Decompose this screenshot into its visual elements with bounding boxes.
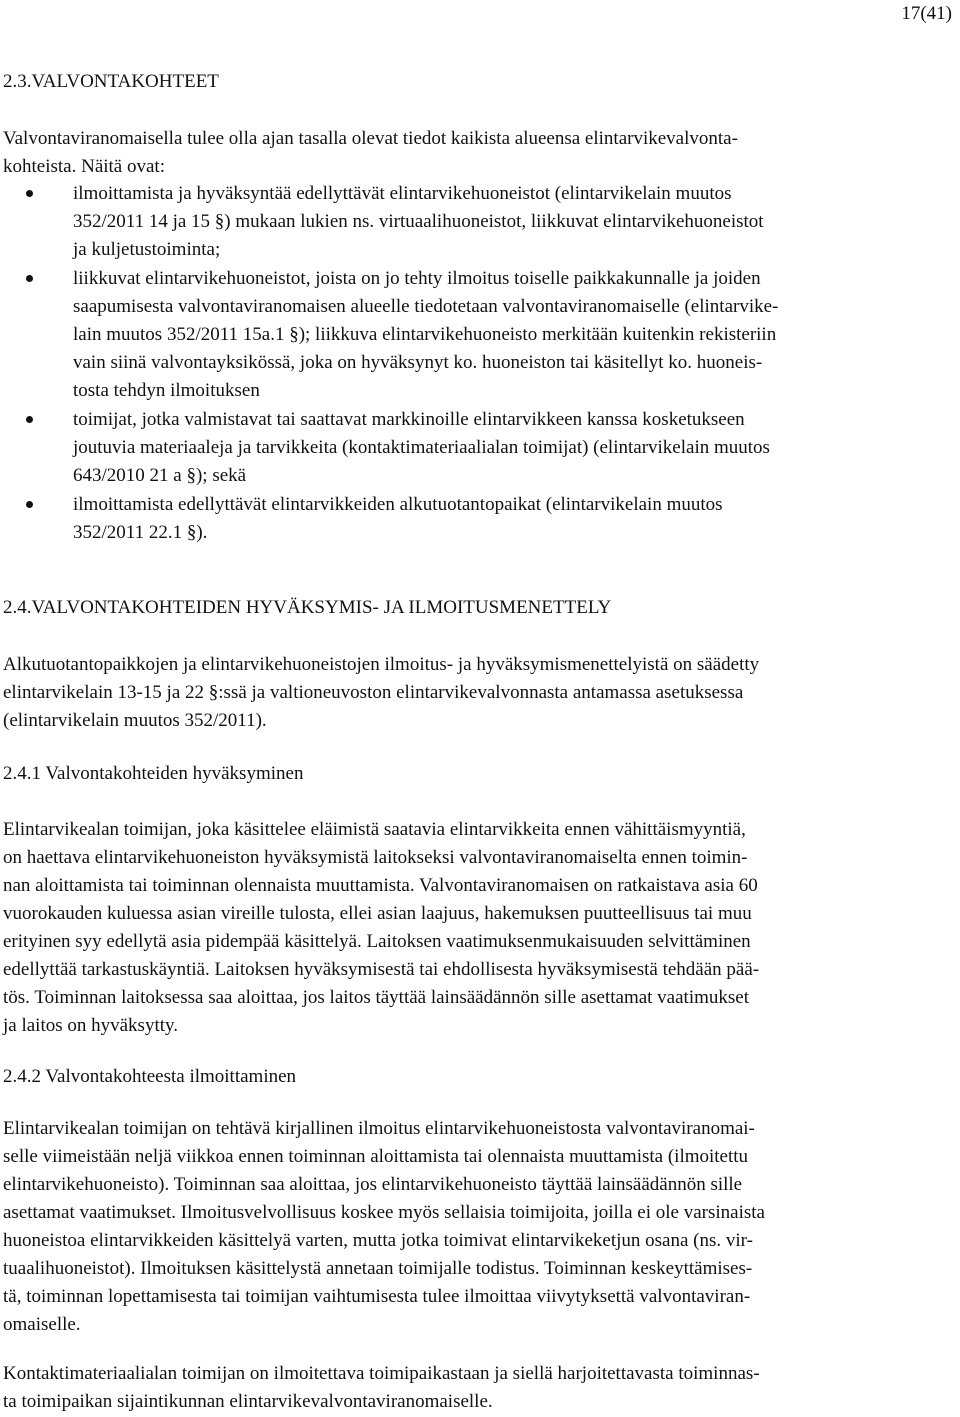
section-2-4-heading: 2.4.VALVONTAKOHTEIDEN HYVÄKSYMIS- JA ILMOITUSMENETTELY: [3, 597, 612, 618]
section-2-3-intro: Valvontaviranomaisella tulee olla ajan tasalla olevat tiedot kaikista alueensa elintarvikevalvonta- kohteista. Näitä ovat:: [3, 128, 738, 177]
section-2-4-2-body-2: Kontaktimateriaalialan toimijan on ilmoitettava toimipaikastaan ja siellä harjoitettavasta toiminnas- ta toimipaikan sijaintikunnan elintarvikevalvontaviranomaiselle.: [3, 1363, 760, 1412]
page-number: 17(41): [901, 3, 952, 24]
list-item-text: toimijat, jotka valmistavat tai saattavat markkinoille elintarvikkeen kanssa kosketukseen joutuvia materiaaleja ja tarvikkeita (kontaktimateriaalialan toimijat) (elintarvikelain muutos 643/2010 21 a §); sekä: [73, 409, 770, 486]
section-2-4-1-body: Elintarvikealan toimijan, joka käsittelee eläimistä saatavia elintarvikkeita ennen vähittäismyyntiä, on haettava elintarvikehuoneiston hyväksymistä laitokseksi valvontaviranomaiselta ennen toimin- nan aloittamista tai toiminnan olennaista muuttamista. Valvontaviranomaisen on ratkaistava asia 60 vuorokauden kuluessa asian vireille tulosta, ellei asian laajuus, hakemuksen puutteellisuus tai muu erityinen syy edellytä asia pidempää käsittelyä. Laitoksen vaatimuksenmukaisuuden selvittäminen edellyttää tarkastuskäyntiä. Laitoksen hyväksymisestä tai ehdollisesta hyväksymisestä tehdään pää- tös. Toiminnan laitoksessa saa aloittaa, jos laitos täyttää lainsäädännön sille asettamat vaatimukset ja laitos on hyväksytty.: [3, 819, 760, 1036]
list-item: [0, 406, 960, 490]
section-2-4-intro: Alkutuotantopaikkojen ja elintarvikehuoneistojen ilmoitus- ja hyväksymismenettelyistä on säädetty elintarvikelain 13-15 ja 22 §:ssä ja valtioneuvoston elintarvikevalvonnasta antamassa asetuksessa (elintarvikelain muutos 352/2011).: [3, 654, 760, 731]
section-2-3-heading: 2.3.VALVONTAKOHTEET: [3, 71, 219, 92]
list-item-text: ilmoittamista ja hyväksyntää edellyttävät elintarvikehuoneistot (elintarvikelain muutos 352/2011 14 ja 15 §) mukaan lukien ns. virtuaalihuoneistot, liikkuvat elintarvikehuoneistot ja kuljetustoiminta;: [73, 183, 764, 260]
control-targets-list: [0, 180, 960, 547]
bullet-icon: [26, 190, 33, 197]
section-2-4-2-body: Elintarvikealan toimijan on tehtävä kirjallinen ilmoitus elintarvikehuoneistosta valvontaviranomai- selle viimeistään neljä viikkoa ennen toiminnan aloittamista tai olennaista muuttamista (ilmoitettu elintarvikehuoneisto). Toiminnan saa aloittaa, jos elintarvikehuoneisto täyttää lainsäädännön sille asettamat vaatimukset. Ilmoitusvelvollisuus koskee myös sellaisia toimijoita, joilla ei ole varsinaista huoneistoa elintarvikkeiden käsittelyä varten, mutta jotka toimivat elintarvikeketjun osana (ns. vir- tuaalihuoneistot). Ilmoituksen käsittelystä annetaan toimijalle todistus. Toiminnan keskeyttämises- tä, toiminnan lopettamisesta tai toimijan vaihtumisesta tulee ilmoittaa viivytyksettä valvontaviran- omaiselle.: [3, 1118, 765, 1335]
bullet-icon: [26, 501, 33, 508]
list-item: [0, 265, 960, 405]
list-item: [0, 180, 960, 264]
section-2-4-1-heading: 2.4.1 Valvontakohteiden hyväksyminen: [3, 763, 304, 784]
list-item-text: liikkuvat elintarvikehuoneistot, joista on jo tehty ilmoitus toiselle paikkakunnalle ja joiden saapumisesta valvontaviranomaisen alueelle tiedotetaan valvontaviranomaiselle (elintarvike- lain muutos 352/2011 15a.1 §); liikkuva elintarvikehuoneisto merkitään kuitenkin rekisteriin vain siinä valvontayksikössä, joka on hyväksynyt ko. huoneiston tai käsitellyt ko. huoneis- tosta tehdyn ilmoituksen: [73, 268, 779, 401]
list-item: [0, 491, 960, 547]
bullet-icon: [26, 275, 33, 282]
bullet-icon: [26, 416, 33, 423]
section-2-4-2-heading: 2.4.2 Valvontakohteesta ilmoittaminen: [3, 1066, 297, 1087]
list-item-text: ilmoittamista edellyttävät elintarvikkeiden alkutuotantopaikat (elintarvikelain muutos 352/2011 22.1 §).: [73, 494, 723, 543]
